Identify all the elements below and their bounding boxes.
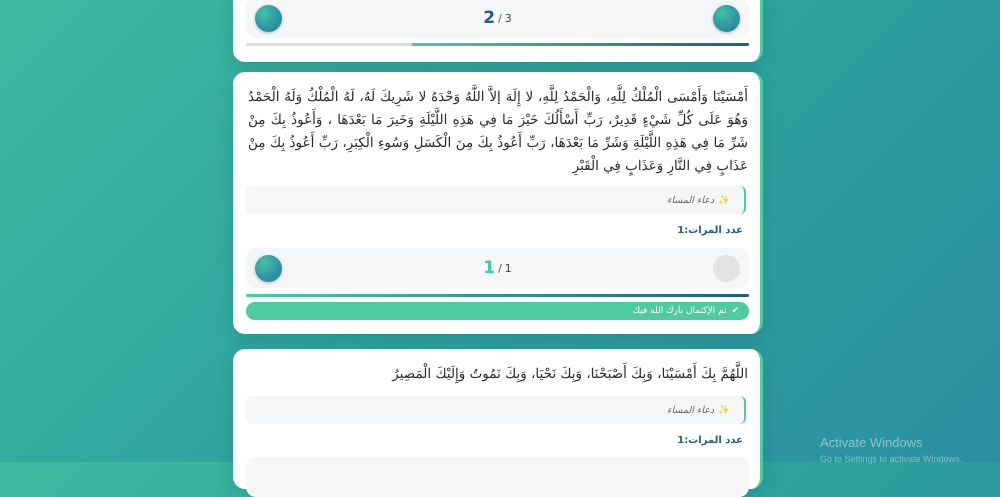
- zikr-text: أَمْسَيْنَا وَأَمْسَى الْمُلْكُ لِلَّهِ، وَالْحَمْدُ لِلَّهِ، لا إِلَهَ إلاَّ اللَّهُ وَحْدَهُ لا شَرِيكَ لَهُ، لَهُ الْمُلْكُ وَلَهُ الْحَمْدُ وَهُوَ عَلَى كُلِّ شَيْءٍ قَدِيرٌ، رَبِّ أَسْأَلُكَ خَيْرَ مَا فِي هَذِهِ اللَّيْلَةِ وَخَيرَ مَا بَعْدَهَا ، وَأَعُوذُ بِكَ مِنْ شَرِّ مَا فِي هَذِهِ اللَّيْلَةِ وَشَرِّ مَا بَعْدَهَا، رَبِّ أَعُوذُ بِكَ مِنَ الْكَسَلِ وَسُوءِ الْكِبَرِ، رَبِّ أَعُوذُ بِكَ مِنْ عَذَابٍ فِي النَّارِ وَعَذَابٍ فِي الْقَبْرِ: [248, 89, 748, 174]
- progress-bar: [246, 294, 749, 297]
- completion-text: تم الإكتمال بارك الله فيك: [632, 306, 727, 316]
- current-count: 1: [483, 258, 496, 278]
- completion-banner: [246, 302, 749, 320]
- source-label: دعاء المساء: [667, 404, 715, 416]
- source-box: [246, 186, 746, 214]
- activation-watermark: Activate Windows: [820, 435, 923, 450]
- reset-button[interactable]: [713, 5, 740, 32]
- count-separator: /: [498, 11, 502, 25]
- progress-bar: [246, 43, 749, 46]
- activation-watermark-sub: Go to Settings to activate Windows.: [820, 454, 963, 464]
- progress-fill: [246, 294, 749, 297]
- count-display: [246, 248, 749, 288]
- source-label: دعاء المساء: [667, 194, 715, 206]
- zikr-text: اللَّهُمَّ بِكَ أَمْسَيْنَا، وَبِكَ أَصْبَحْنَا، وَبِكَ نَحْيَا، وَبِكَ نَمُوتُ وَإِلَيْكَ الْمَصِيرُ: [392, 366, 748, 382]
- counter-panel[interactable]: [246, 457, 749, 497]
- repetitions: [248, 435, 743, 446]
- repetitions-label: عدد المرات:: [684, 225, 743, 236]
- zikr-card: [233, 349, 763, 489]
- counter-panel[interactable]: [246, 0, 749, 38]
- sparkles-icon: ✨: [718, 194, 730, 206]
- repetitions: [248, 225, 743, 236]
- source-box: [246, 396, 746, 424]
- counter-panel[interactable]: [246, 248, 749, 288]
- reset-button[interactable]: [713, 255, 740, 282]
- total-count: 1: [504, 261, 512, 275]
- repetitions-value: 1: [677, 225, 685, 236]
- check-icon: ✔: [731, 306, 739, 316]
- repetitions-value: 1: [677, 435, 685, 446]
- repetitions-label: عدد المرات:: [684, 435, 743, 446]
- zikr-card: [233, 0, 763, 62]
- total-count: 3: [504, 11, 512, 25]
- progress-fill: [412, 43, 749, 46]
- count-display: [246, 0, 749, 38]
- zikr-card: [233, 72, 763, 334]
- current-count: 2: [483, 8, 496, 28]
- count-separator: /: [498, 261, 502, 275]
- sparkles-icon: ✨: [718, 404, 730, 416]
